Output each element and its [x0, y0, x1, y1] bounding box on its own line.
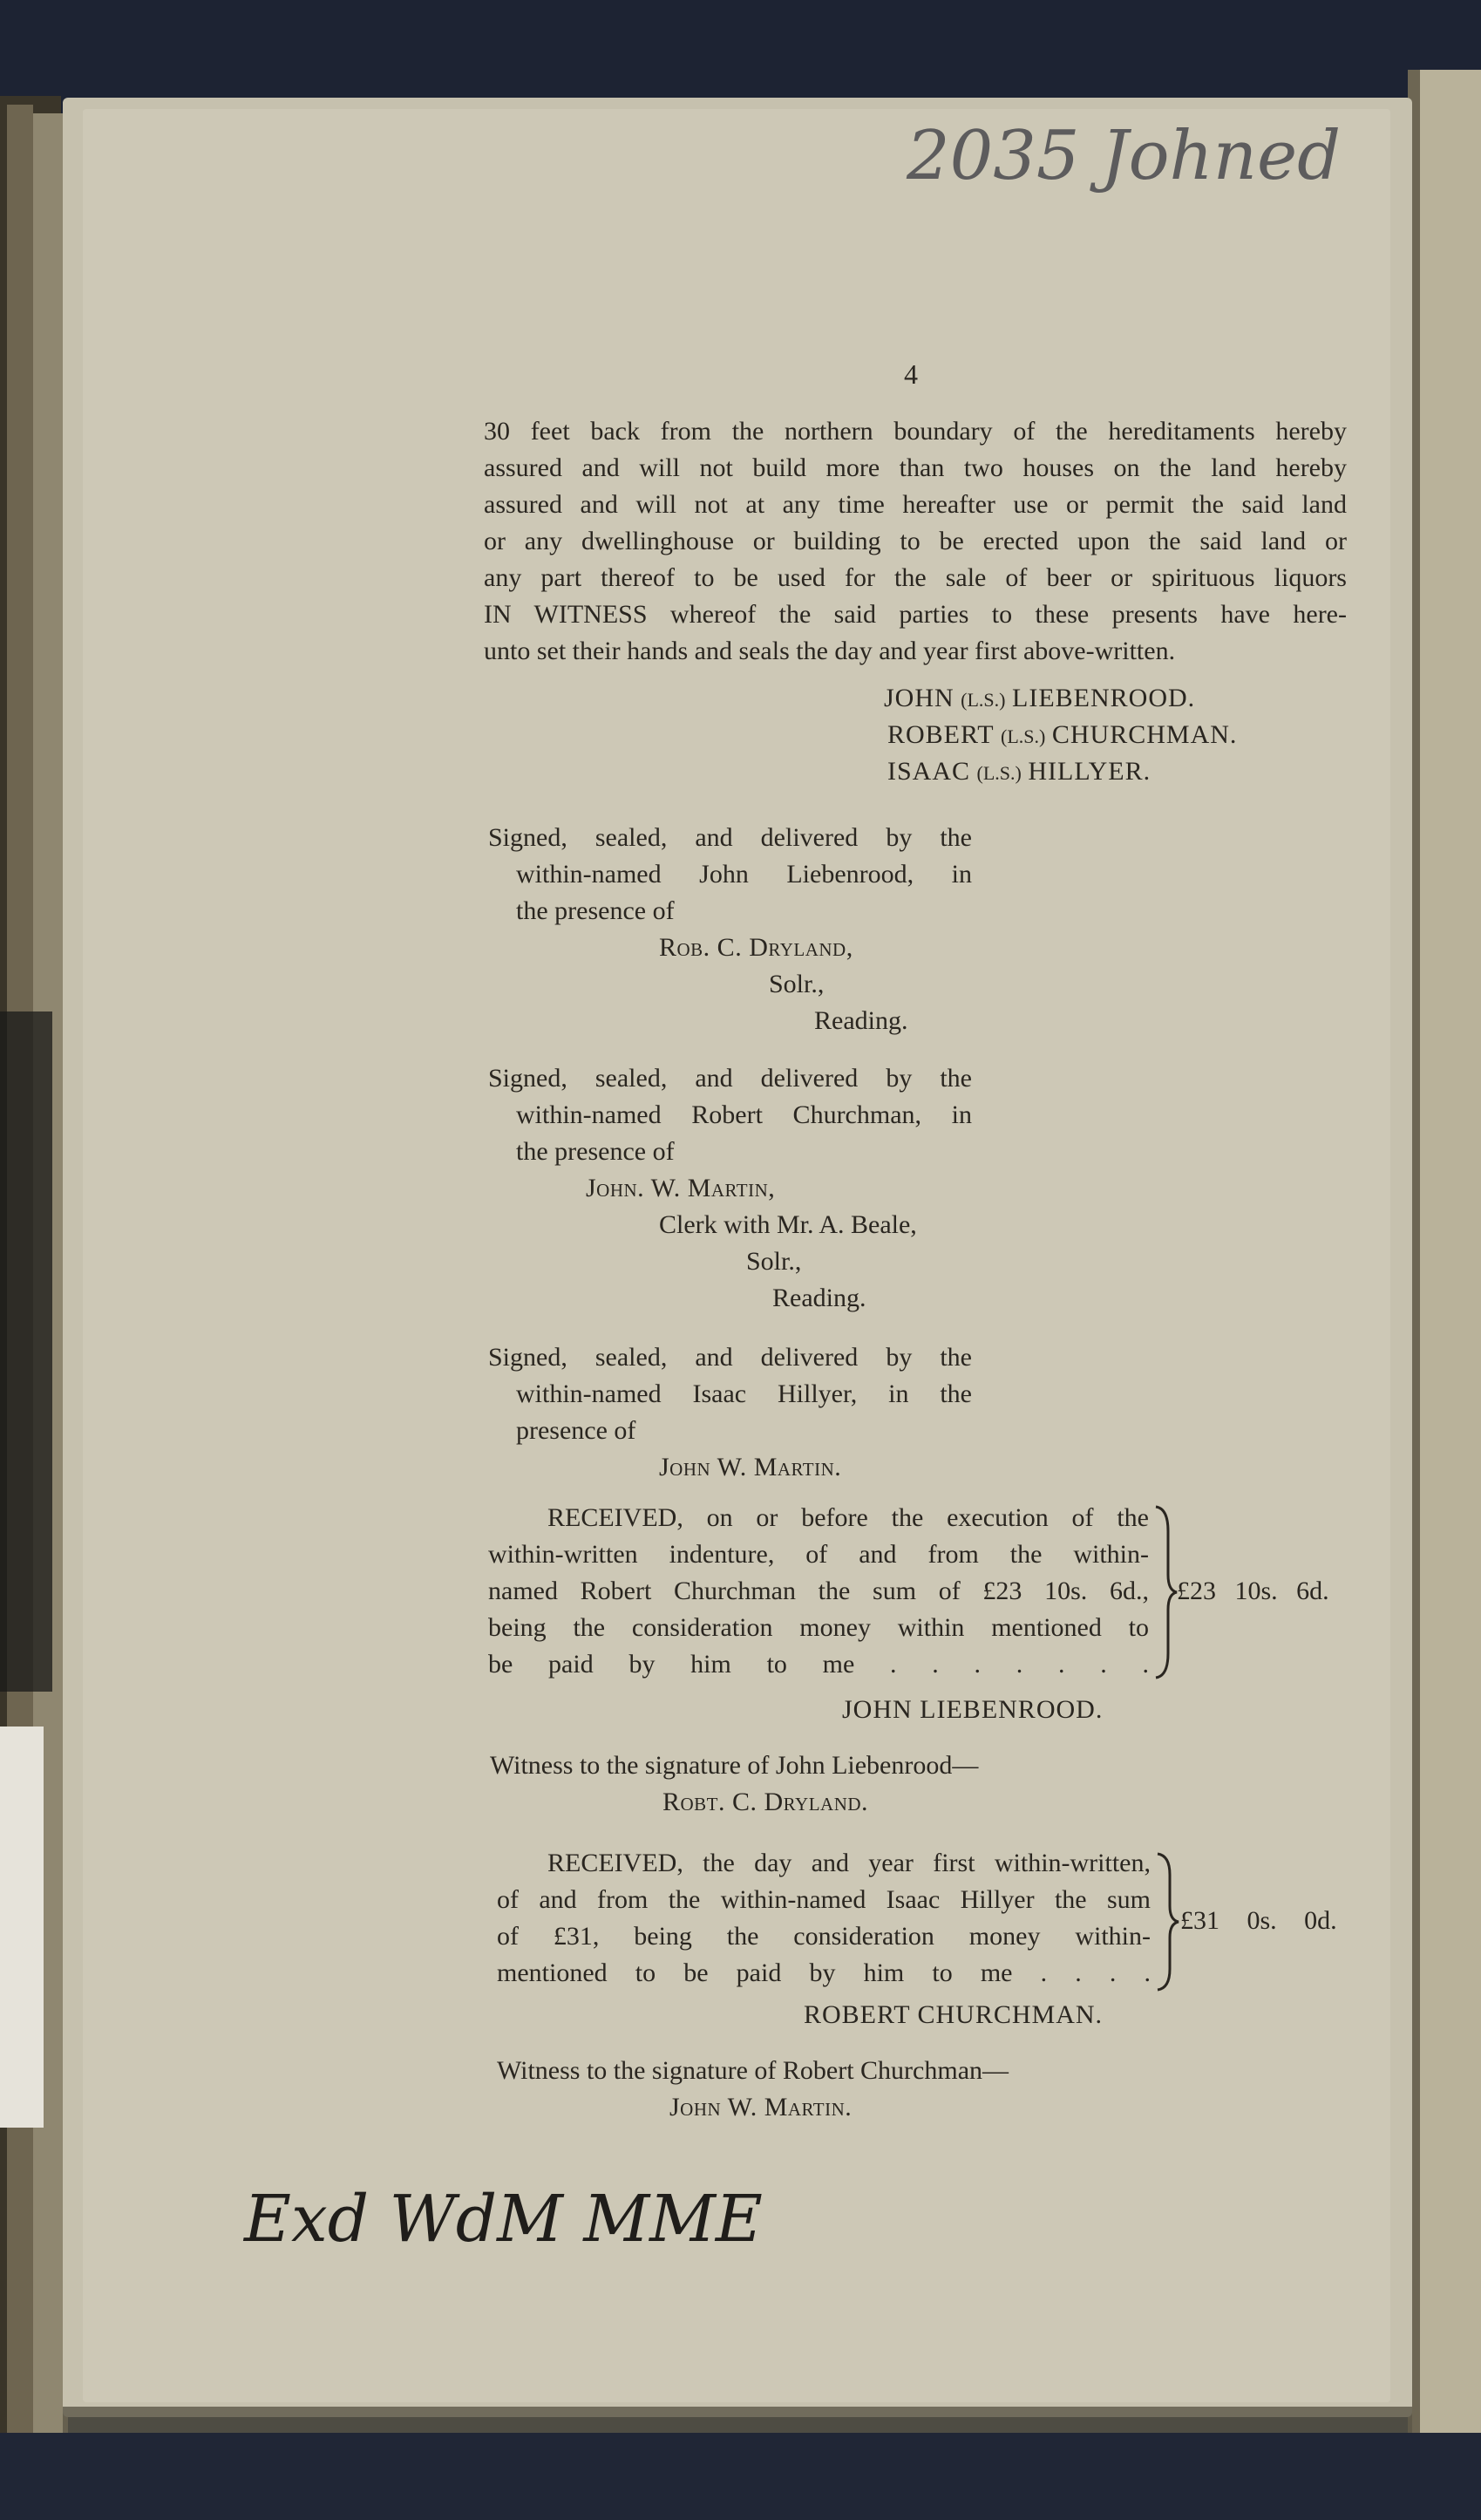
handwritten-note-top: [898, 105, 1395, 209]
receipt-1-line-3: named Robert Churchman the sum of £23 10s. 6d.,: [488, 1577, 1149, 1605]
attestation-2-line-2: within-named Robert Churchman, in: [516, 1100, 972, 1129]
attestation-1-line-3: the presence of: [516, 896, 675, 925]
signer-first-name: ISAAC: [887, 757, 971, 786]
receipt-1-witness-name: Robt. C. Dryland.: [662, 1788, 869, 1816]
receipt-1-line-1: RECEIVED, on or before the execution of the: [547, 1503, 1149, 1532]
attestation-1-witness-title: Solr.,: [769, 970, 825, 998]
receipt-2-line-3: of £31, being the consideration money within-: [497, 1922, 1151, 1951]
receipt-2-line-2: of and from the within-named Isaac Hillyer the sum: [497, 1885, 1151, 1914]
receipt-2-signed: ROBERT CHURCHMAN.: [804, 2000, 1104, 2029]
attestation-3-line-3: presence of: [516, 1416, 636, 1445]
attestation-3-line-1: Signed, sealed, and delivered by the: [488, 1343, 972, 1372]
signer-first-name: JOHN: [884, 684, 954, 712]
receipt-1-line-2: within-written indenture, of and from the within-: [488, 1540, 1149, 1569]
deed-line-5: any part thereof to be used for the sale of beer or spirituous liquors: [484, 563, 1347, 592]
receipt-2-amount: £31 0s. 0d.: [1180, 1906, 1337, 1935]
ls-mark: (L.S.): [1001, 725, 1046, 747]
page-number: 4: [904, 358, 918, 390]
deed-line-1: 30 feet back from the northern boundary of the hereditaments hereby: [484, 417, 1347, 446]
deed-line-4: or any dwellinghouse or building to be erected upon the said land or: [484, 527, 1347, 555]
deed-line-2: assured and will not build more than two houses on the land hereby: [484, 453, 1347, 482]
signer-last-name: LIEBENROOD.: [1012, 684, 1196, 712]
handwritten-initials-text: Exd WdM MME: [244, 2182, 763, 2257]
signer-last-name: CHURCHMAN.: [1051, 720, 1238, 749]
deed-line-6: IN WITNESS whereof the said parties to these presents have here-: [484, 600, 1347, 629]
seal-line-robert: [887, 717, 1237, 755]
attestation-2-witness-title: Clerk with Mr. A. Beale,: [659, 1210, 917, 1239]
receipt-1-line-5: be paid by him to me . . . . . . .: [488, 1650, 1149, 1679]
attestation-1-witness-place: Reading.: [814, 1006, 908, 1035]
attestation-1-line-2: within-named John Liebenrood, in: [516, 860, 972, 889]
receipt-1-brace: [1152, 1505, 1179, 1679]
seal-line-john: [884, 680, 1195, 719]
receipt-2-line-4: mentioned to be paid by him to me . . . .: [497, 1958, 1151, 1987]
ls-mark: (L.S.): [976, 762, 1022, 784]
seal-line-isaac: [887, 753, 1151, 792]
attestation-2-line-3: the presence of: [516, 1137, 675, 1166]
attestation-2-line-1: Signed, sealed, and delivered by the: [488, 1064, 972, 1093]
receipt-1-line-4: being the consideration money within mentioned to: [488, 1613, 1149, 1642]
deed-line-3: assured and will not at any time hereafter use or permit the said land: [484, 490, 1347, 519]
receipt-2-witness-name: John W. Martin.: [669, 2093, 853, 2122]
signer-first-name: ROBERT: [887, 720, 995, 749]
receipt-2-line-1: RECEIVED, the day and year first within-written,: [547, 1849, 1151, 1877]
signer-last-name: HILLYER.: [1028, 757, 1152, 786]
attestation-2-witness-solr: Solr.,: [746, 1247, 802, 1276]
attestation-1-line-1: Signed, sealed, and delivered by the: [488, 823, 972, 852]
receipt-2-brace: [1154, 1852, 1180, 1992]
handwritten-initials: [235, 2119, 763, 2328]
receipt-1-signed: JOHN LIEBENROOD.: [842, 1695, 1104, 1724]
attestation-3-witness-name: John W. Martin.: [659, 1453, 842, 1481]
handwritten-note-top-text: 2035 Johned: [907, 117, 1342, 195]
attestation-3-line-2: within-named Isaac Hillyer, in the: [516, 1379, 972, 1408]
ls-mark: (L.S.): [961, 689, 1006, 711]
attestation-1-witness-name: Rob. C. Dryland,: [659, 933, 853, 962]
receipt-1-amount: £23 10s. 6d.: [1177, 1577, 1329, 1605]
deed-line-7: unto set their hands and seals the day and year first above-written.: [484, 637, 1176, 665]
attestation-2-witness-place: Reading.: [772, 1284, 866, 1312]
receipt-1-witness-label: Witness to the signature of John Liebenrood—: [490, 1751, 979, 1780]
attestation-2-witness-name: John. W. Martin,: [586, 1174, 776, 1202]
receipt-2-witness-label: Witness to the signature of Robert Churchman—: [497, 2056, 1009, 2085]
